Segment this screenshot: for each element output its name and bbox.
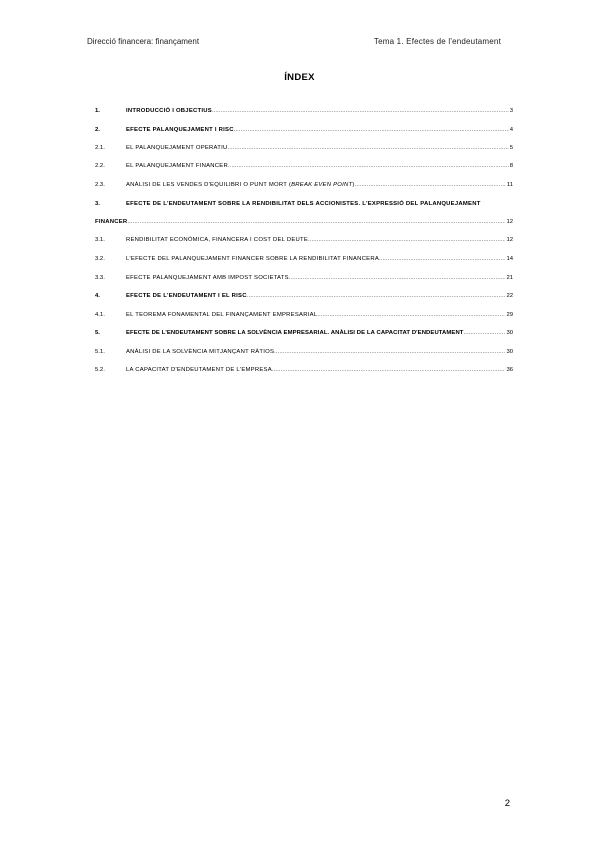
toc-title-text: LA CAPACITAT D'ENDEUTAMENT DE L'EMPRESA <box>126 367 272 373</box>
toc-leader-dots <box>308 235 505 246</box>
toc-title-text: EFECTE PALANQUEJAMENT AMB IMPOST SOCIETATS <box>126 275 289 281</box>
toc-page-number: 11 <box>506 182 513 188</box>
toc-number: 5. <box>95 330 100 336</box>
toc-leader-dots <box>212 106 509 117</box>
toc-page-number: 30 <box>506 330 513 336</box>
toc-page-number: 5 <box>509 145 513 151</box>
toc-number: 5.2. <box>95 367 105 373</box>
page-number: 2 <box>504 798 510 809</box>
toc-entry-4-1[interactable] <box>95 310 513 321</box>
toc-leader-dots <box>228 161 509 172</box>
toc-title-text <box>126 180 355 191</box>
toc-number: 3.2. <box>95 256 105 262</box>
toc-number: 4.1. <box>95 312 105 318</box>
toc-page-number: 3 <box>509 108 513 114</box>
toc-entry-5-1[interactable] <box>95 347 513 358</box>
toc-number: 1. <box>95 108 100 114</box>
toc-title-text: EFECTE DE L'ENDEUTAMENT SOBRE LA SOLVÈNCIA EMPRESARIAL. ANÀLISI DE LA CAPACITAT D'ENDEUTAMENT <box>126 330 464 336</box>
toc-title-text: ANÀLISI DE LA SOLVÈNCIA MITJANÇANT RÀTIOS <box>126 349 275 355</box>
toc-entry-5[interactable] <box>95 328 513 339</box>
toc-number: 2.1. <box>95 145 105 151</box>
toc-entry-4[interactable] <box>95 291 513 302</box>
toc-number: 2.3. <box>95 182 105 188</box>
toc-entry-3-2[interactable] <box>95 254 513 265</box>
toc-number: 4. <box>95 293 100 299</box>
toc-entry-1[interactable] <box>95 106 513 117</box>
toc-page-number: 21 <box>506 275 513 281</box>
toc-title-main: ANÀLISI DE LES VENDES D'EQUILIBRI O PUNT MORT ( <box>126 182 292 188</box>
toc-title-text: EL TEOREMA FONAMENTAL DEL FINANÇAMENT EMPRESARIAL <box>126 312 318 318</box>
toc-title-italic: BREAK EVEN POINT <box>291 182 353 188</box>
toc-page-number: 4 <box>509 127 513 133</box>
toc-title-text: EFECTE PALANQUEJAMENT I RISC <box>126 127 234 133</box>
toc-page-number: 22 <box>506 293 513 299</box>
toc-leader-dots <box>127 217 505 228</box>
toc-title-text: EFECTE DE L'ENDEUTAMENT I EL RISC <box>126 293 247 299</box>
toc-entry-3-continuation[interactable] <box>95 217 513 228</box>
toc-entry-2[interactable] <box>95 125 513 136</box>
toc-title-text: RENDIBILITAT ECONÒMICA, FINANCERA I COST DEL DEUTE <box>126 237 309 243</box>
toc-title-text: EL PALANQUEJAMENT FINANCER <box>126 163 228 169</box>
toc-title-text: INTRODUCCIÓ I OBJECTIUS <box>126 108 212 114</box>
toc-entry-2-3[interactable] <box>95 180 513 191</box>
toc-number: 5.1. <box>95 349 105 355</box>
toc-page-number: 8 <box>509 163 513 169</box>
header-document-title: Direcció financera: finançament <box>87 37 200 46</box>
page-header <box>87 37 501 49</box>
toc-title-text-line1: EFECTE DE L'ENDEUTAMENT SOBRE LA RENDIBILITAT DELS ACCIONISTES. L'EXPRESSIÓ DEL PALANQUEJAMENT <box>126 201 481 207</box>
toc-page-number: 12 <box>506 237 513 243</box>
toc-page-number: 30 <box>506 349 513 355</box>
toc-leader-dots <box>228 143 509 154</box>
toc-page-number: 36 <box>506 367 513 373</box>
toc-leader-dots <box>464 328 506 339</box>
toc-leader-dots <box>317 310 505 321</box>
toc-title-text: L'EFECTE DEL PALANQUEJAMENT FINANCER SOBRE LA RENDIBILITAT FINANCERA <box>126 256 380 262</box>
toc-title: ÍNDEX <box>284 72 315 83</box>
toc-leader-dots <box>272 365 506 376</box>
toc-leader-dots <box>355 180 506 191</box>
toc-page-number: 29 <box>506 312 513 318</box>
toc-entry-2-2[interactable] <box>95 161 513 172</box>
toc-title-end: ) <box>352 182 355 188</box>
toc-number: 3.3. <box>95 275 105 281</box>
toc-entry-2-1[interactable] <box>95 143 513 154</box>
toc-number: 2. <box>95 127 100 133</box>
toc-leader-dots <box>379 254 505 265</box>
toc-number: 3.1. <box>95 237 105 243</box>
toc-entry-3-3[interactable] <box>95 273 513 284</box>
toc-title-text-line2: FINANCER <box>95 219 128 225</box>
toc-page-number: 12 <box>506 219 513 225</box>
toc-number: 3. <box>95 201 100 207</box>
toc-leader-dots <box>289 273 506 284</box>
toc-entry-3-1[interactable] <box>95 235 513 246</box>
toc-page-number: 14 <box>506 256 513 262</box>
header-chapter-title: Tema 1. Efectes de l'endeutament <box>373 37 501 46</box>
toc-leader-dots <box>234 125 509 136</box>
toc-leader-dots <box>247 291 506 302</box>
toc-title-text: EL PALANQUEJAMENT OPERATIU <box>126 145 228 151</box>
toc-entry-3[interactable] <box>95 199 513 210</box>
toc-leader-dots <box>274 347 505 358</box>
toc-entry-5-2[interactable] <box>95 365 513 376</box>
toc-number: 2.2. <box>95 163 105 169</box>
